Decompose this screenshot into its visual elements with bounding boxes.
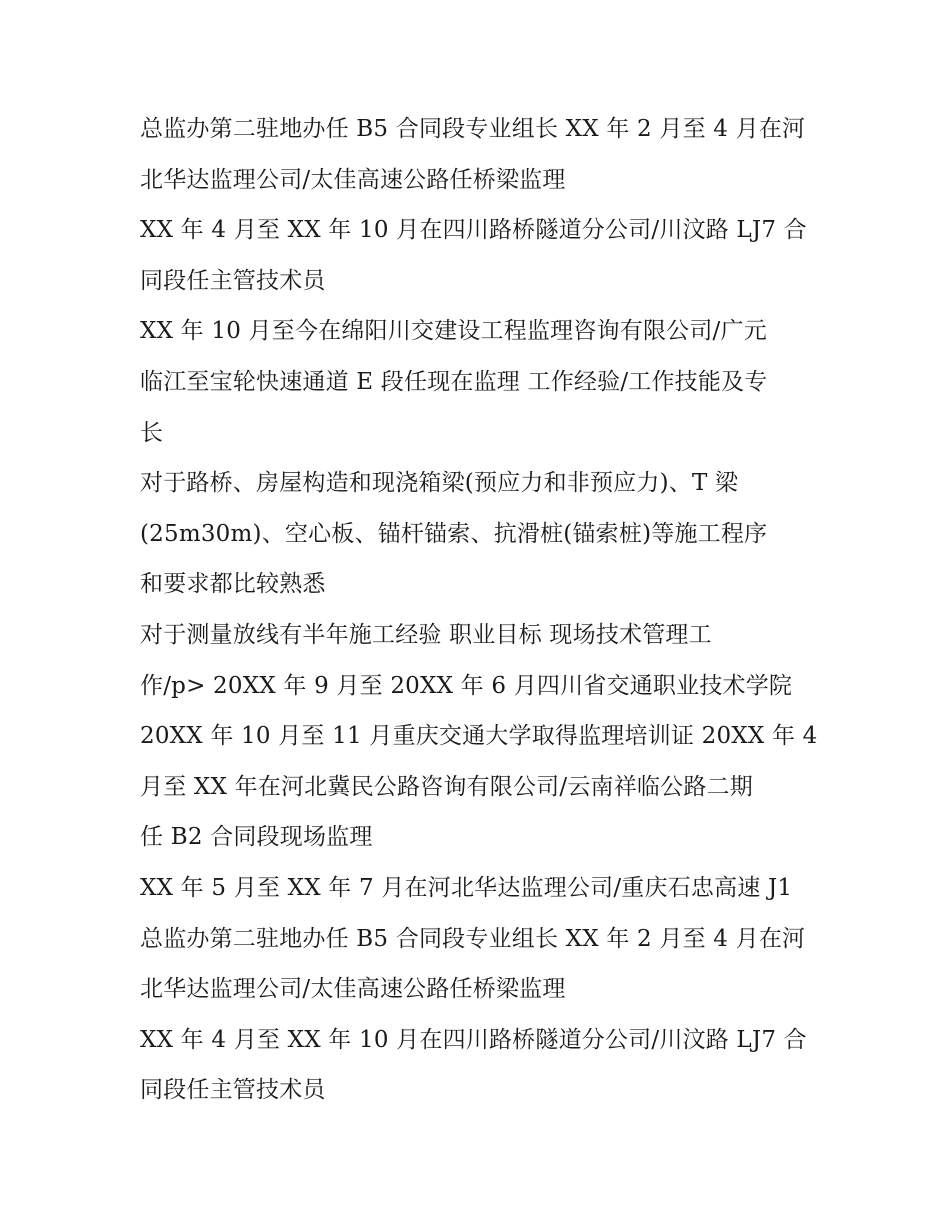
text-line: 北华达监理公司/太佳高速公路任桥梁监理 <box>140 976 566 1003</box>
text-line: 对于路桥、房屋构造和现浇箱梁(预应力和非预应力)、T 梁 <box>140 470 739 497</box>
text-line: 总监办第二驻地办任 B5 合同段专业组长 XX 年 2 月至 4 月在河 <box>140 116 806 142</box>
text-line: 同段任主管技术员 <box>140 267 326 294</box>
text-line: 作/p> 20XX 年 9 月至 20XX 年 6 月四川省交通职业技术学院 <box>140 672 793 699</box>
text-line: 北华达监理公司/太佳高速公路任桥梁监理 <box>140 166 566 193</box>
text-line: 任 B2 合同段现场监理 <box>140 824 373 851</box>
text-line: 对于测量放线有半年施工经验 职业目标 现场技术管理工 <box>140 621 712 648</box>
text-line: 20XX 年 10 月至 11 月重庆交通大学取得监理培训证 20XX 年 4 <box>140 723 818 750</box>
text-line: 同段任主管技术员 <box>140 1077 326 1104</box>
text-line: 总监办第二驻地办任 B5 合同段专业组长 XX 年 2 月至 4 月在河 <box>140 925 806 952</box>
text-line: 临江至宝轮快速通道 E 段任现在监理 工作经验/工作技能及专 <box>140 368 768 395</box>
text-line: XX 年 4 月至 XX 年 10 月在四川路桥隧道分公司/川汶路 LJ7 合 <box>140 1026 807 1053</box>
text-line: (25m30m)、空心板、锚杆锚索、抗滑桩(锚索桩)等施工程序 <box>140 520 768 547</box>
text-line: 长 <box>140 419 164 446</box>
text-line: 和要求都比较熟悉 <box>140 571 326 598</box>
document-page <box>140 104 820 1116</box>
text-line: XX 年 4 月至 XX 年 10 月在四川路桥隧道分公司/川汶路 LJ7 合 <box>140 217 807 244</box>
text-line: 月至 XX 年在河北冀民公路咨询有限公司/云南祥临公路二期 <box>140 773 753 800</box>
text-line: XX 年 10 月至今在绵阳川交建设工程监理咨询有限公司/广元 <box>140 318 767 345</box>
text-line: XX 年 5 月至 XX 年 7 月在河北华达监理公司/重庆石忠高速 J1 <box>140 874 793 901</box>
